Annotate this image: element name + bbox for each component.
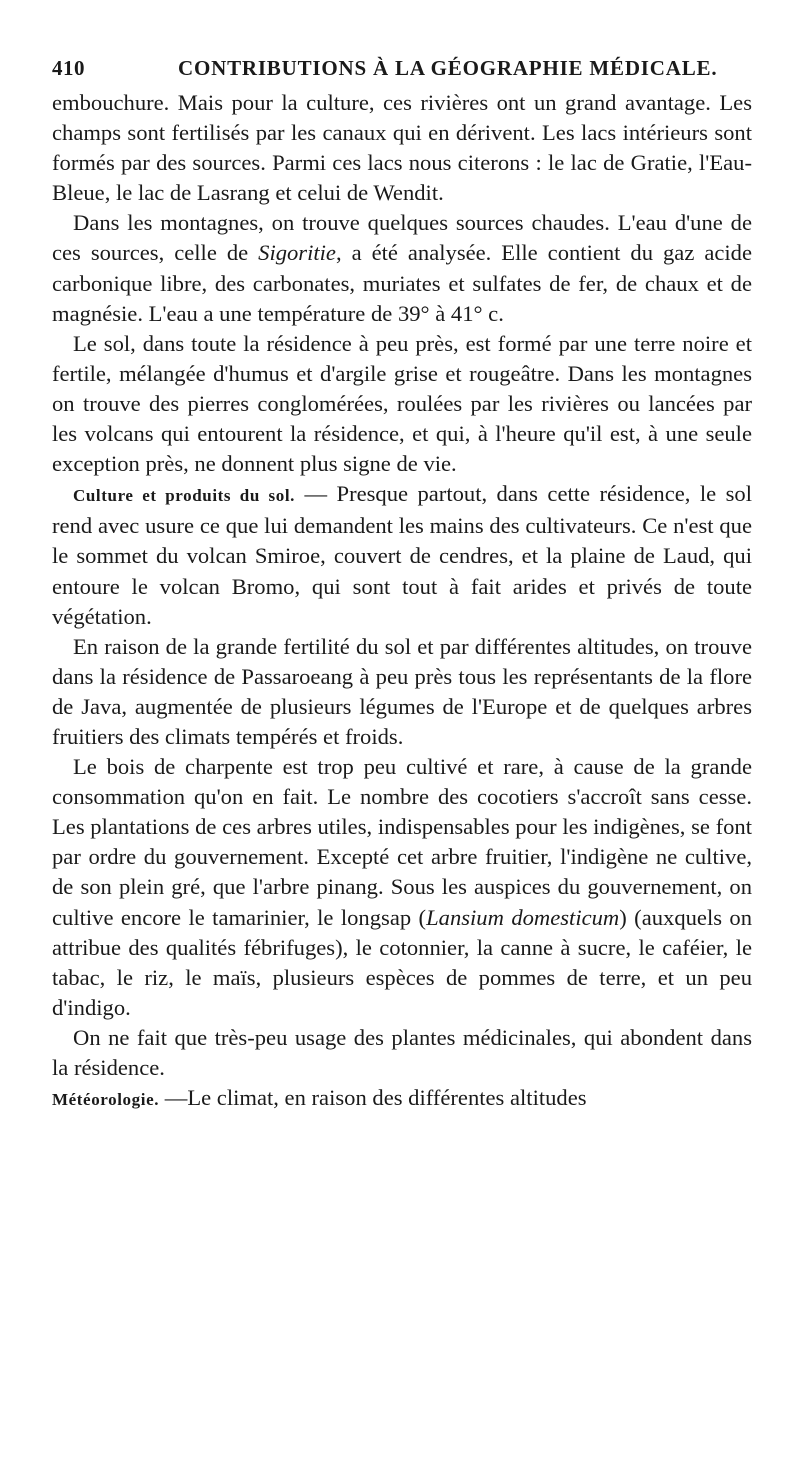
running-title: CONTRIBUTIONS À LA GÉOGRAPHIE MÉDICALE. xyxy=(178,56,718,80)
paragraph-medicinal-plants xyxy=(52,1023,752,1083)
body-text xyxy=(52,88,752,1115)
paragraph-hot-springs xyxy=(52,208,752,328)
page-number: 410 xyxy=(52,56,85,80)
paragraph-timber xyxy=(52,752,752,1023)
section-heading-culture: Culture et produits du sol. xyxy=(73,486,296,506)
paragraph-culture xyxy=(52,479,752,631)
section-heading-meteorology: Météorologie. xyxy=(52,1090,160,1110)
paragraph-text: Le bois de charpente est trop peu cultivé et rare, à cause de la grande consommation qu'on en fait. Le nombre des cocotiers s'accroît sans cesse. Les plantations de ces arbres utiles, indispensables pour les indigènes, se font par ordre du gouvernement. Excepté cet arbre fruitier, l'indigène ne cultive, de son plein gré, que l'arbre pinang. Sous les auspices du gouvernement, on cultive encore le tamarinier, le longsap ( xyxy=(52,754,752,930)
paragraph-continuation xyxy=(52,88,752,208)
latin-species-name: Lansium domesticum xyxy=(426,904,620,930)
page-header xyxy=(52,50,752,84)
paragraph-text: , a été analysée. Elle contient du gaz acide carbonique libre, des carbonates, muriates et sulfates de fer, de chaux et de magnésie. L'eau a une température de 39° à 41° c. xyxy=(52,240,752,326)
paragraph-text: —Le climat, en raison des différentes altitudes xyxy=(159,1085,587,1111)
spring-name: Sigoritie xyxy=(258,240,336,266)
paragraph-text: ) (auxquels on attribue des qualités fébrifuges), le cotonnier, la canne à sucre, le caféier, le tabac, le riz, le maïs, plusieurs espèces de pommes de terre, et un peu d'indigo. xyxy=(52,904,752,1020)
paragraph-text: Dans les montagnes, on trouve quelques sources chaudes. L'eau d'une de ces sources, celle de xyxy=(52,210,752,266)
paragraph-text: En raison de la grande fertilité du sol et par différentes altitudes, on trouve dans la résidence de Passaroeang à peu près tous les représentants de la flore de Java, augmentée de plusieurs légumes de l'Europe et de quelques arbres fruitiers des climats tempérés et froids. xyxy=(52,633,752,749)
paragraph-text: embouchure. Mais pour la culture, ces rivières ont un grand avantage. Les champs sont fertilisés par les canaux qui en dérivent. Les lacs intérieurs sont formés par des sources. Parmi ces lacs nous citerons : le lac de Gratie, l'Eau-Bleue, le lac de Lasrang et celui de Wendit. xyxy=(52,90,752,206)
paragraph-text: On ne fait que très-peu usage des plantes médicinales, qui abondent dans la résidence. xyxy=(52,1024,752,1080)
paragraph-flora xyxy=(52,632,752,752)
paragraph-text: Le sol, dans toute la résidence à peu près, est formé par une terre noire et fertile, mélangée d'humus et d'argile grise et rougeâtre. Dans les montagnes on trouve des pierres conglomérées, roulées par les rivières ou lancées par les volcans qui entourent la résidence, et qui, à l'heure qu'il est, à une seule exception près, ne donnent plus signe de vie. xyxy=(52,330,752,477)
paragraph-text: — Presque partout, dans cette résidence, le sol rend avec usure ce que lui demandent les mains des cultivateurs. Ce n'est que le sommet du volcan Smiroe, couvert de cendres, et la plaine de Laud, qui entoure le volcan Bromo, qui sont tout à fait arides et privés de toute végétation. xyxy=(52,481,752,629)
paragraph-soil xyxy=(52,329,752,479)
paragraph-meteorology xyxy=(52,1083,752,1115)
